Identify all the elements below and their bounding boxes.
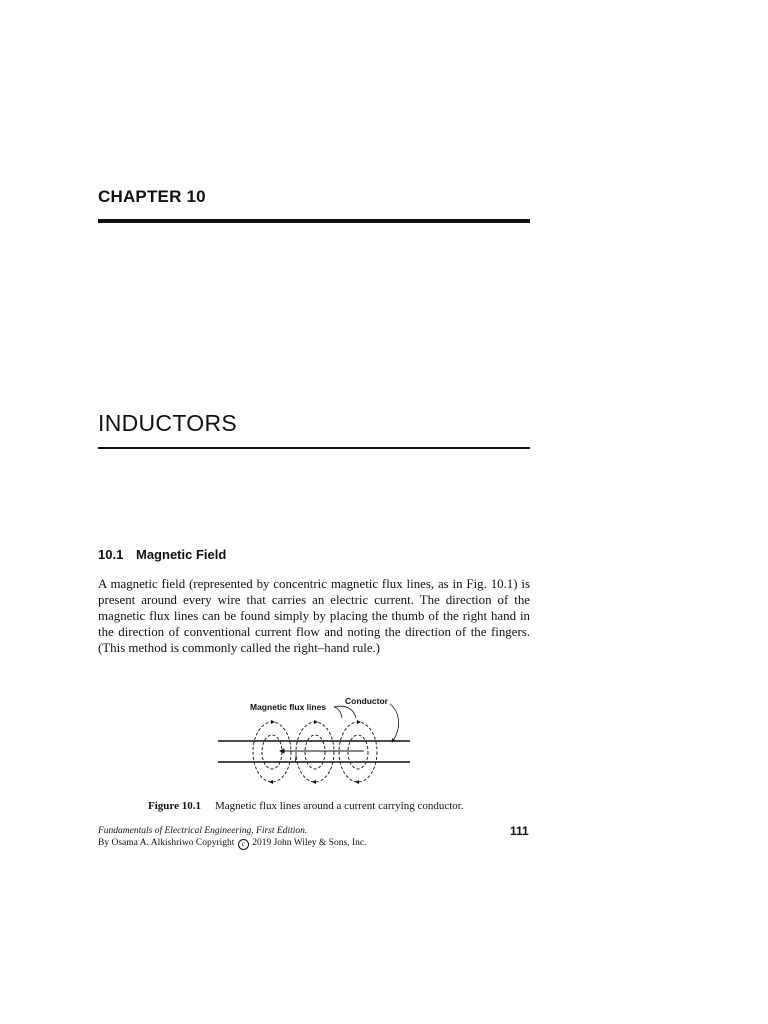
flux-loop-inner-3: [348, 735, 368, 769]
copyright-suffix: 2019 John Wiley & Sons, Inc.: [252, 838, 367, 848]
figure-caption-number: Figure 10.1: [148, 800, 201, 812]
section-title: Magnetic Field: [136, 547, 227, 562]
current-symbol: I: [294, 754, 297, 764]
figure-caption-text: Magnetic flux lines around a current carrying conductor.: [214, 800, 464, 812]
section-number: 10.1: [98, 547, 124, 562]
flux-arrow-1: [269, 780, 273, 784]
figure-caption: [148, 800, 464, 812]
footer-copyright: [98, 838, 366, 850]
chapter-rule: [98, 219, 530, 223]
body-paragraph: A magnetic field (represented by concentric magnetic flux lines, as in Fig. 10.1) is present around every wire that carries an electric current. The direction of the magnetic flux lines can be found simply by placing the thumb of the right hand in the direction of conventional current flow and noting the direction of the fingers. (This method is commonly called the right–hand rule.): [98, 577, 530, 655]
flux-leader-a: [334, 707, 342, 718]
flux-arrow-6: [357, 720, 361, 724]
chapter-label: CHAPTER 10: [98, 187, 206, 206]
chapter-title: INDUCTORS: [98, 410, 238, 436]
figure-magnetic-flux: [214, 694, 414, 790]
flux-arrow-3: [355, 780, 359, 784]
page-number: 111: [510, 824, 529, 838]
flux-arrow-5: [314, 720, 318, 724]
flux-arrow-4: [271, 720, 275, 724]
copyright-symbol: c: [238, 839, 249, 850]
flux-loop-outer-1: [253, 722, 291, 782]
flux-arrow-2: [312, 780, 316, 784]
flux-lines-label: Magnetic flux lines: [250, 702, 327, 712]
flux-loop-inner-1: [262, 735, 282, 769]
flux-loop-outer-2: [296, 722, 334, 782]
flux-leader-b: [334, 706, 356, 718]
footer-book-title: Fundamentals of Electrical Engineering, First Edition.: [98, 826, 308, 836]
section-heading: [98, 547, 226, 562]
copyright-prefix: By Osama A. Alkishriwo Copyright: [98, 838, 235, 848]
conductor-label: Conductor: [345, 696, 388, 706]
title-rule: [98, 447, 530, 449]
flux-loop-inner-2: [305, 735, 325, 769]
conductor-leader: [390, 704, 399, 742]
flux-loop-outer-3: [339, 722, 377, 782]
